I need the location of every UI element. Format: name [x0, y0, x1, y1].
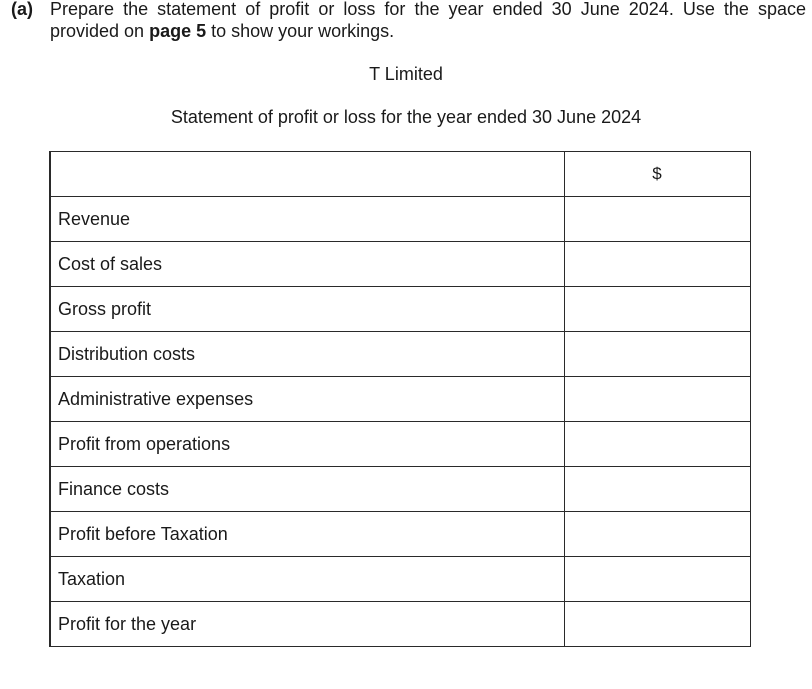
row-label-profit-before-taxation: Profit before Taxation: [50, 512, 564, 557]
row-label-revenue: Revenue: [50, 197, 564, 242]
statement-title: Statement of profit or loss for the year ended 30 June 2024: [170, 107, 642, 127]
table-row: [50, 242, 750, 287]
row-label-finance-costs: Finance costs: [50, 467, 564, 512]
amount-cell-profit-before-taxation[interactable]: [564, 512, 750, 557]
table-row: [50, 287, 750, 332]
row-label-taxation: Taxation: [50, 557, 564, 602]
table-row: [50, 602, 750, 647]
currency-header: $: [564, 152, 750, 197]
amount-cell-gross-profit[interactable]: [564, 287, 750, 332]
row-label-profit-from-operations: Profit from operations: [50, 422, 564, 467]
question-label: (a): [11, 0, 33, 19]
company-name: T Limited: [369, 64, 443, 84]
table-header-row: [50, 152, 750, 197]
row-label-profit-for-the-year: Profit for the year: [50, 602, 564, 647]
amount-cell-profit-from-operations[interactable]: [564, 422, 750, 467]
question-text-start: Prepare the statement of profit or loss for the year ended 30 June 2024. Use the space provided on: [50, 0, 806, 41]
table-row: [50, 332, 750, 377]
question-text-end: to show your workings.: [206, 21, 395, 41]
table-row: [50, 512, 750, 557]
question-page-reference: page 5: [149, 21, 207, 41]
table-row: [50, 422, 750, 467]
amount-cell-cost-of-sales[interactable]: [564, 242, 750, 287]
amount-cell-profit-for-the-year[interactable]: [564, 602, 750, 647]
table-row: [50, 467, 750, 512]
question-instruction: [11, 0, 806, 42]
profit-or-loss-table: [49, 151, 751, 647]
amount-cell-administrative-expenses[interactable]: [564, 377, 750, 422]
table-row: [50, 377, 750, 422]
row-label-gross-profit: Gross profit: [50, 287, 564, 332]
amount-cell-taxation[interactable]: [564, 557, 750, 602]
table-row: [50, 557, 750, 602]
row-label-administrative-expenses: Administrative expenses: [50, 377, 564, 422]
header-label-cell: [50, 152, 564, 197]
table-row: [50, 197, 750, 242]
row-label-cost-of-sales: Cost of sales: [50, 242, 564, 287]
amount-cell-revenue[interactable]: [564, 197, 750, 242]
row-label-distribution-costs: Distribution costs: [50, 332, 564, 377]
question-text: [50, 0, 806, 42]
amount-cell-finance-costs[interactable]: [564, 467, 750, 512]
amount-cell-distribution-costs[interactable]: [564, 332, 750, 377]
